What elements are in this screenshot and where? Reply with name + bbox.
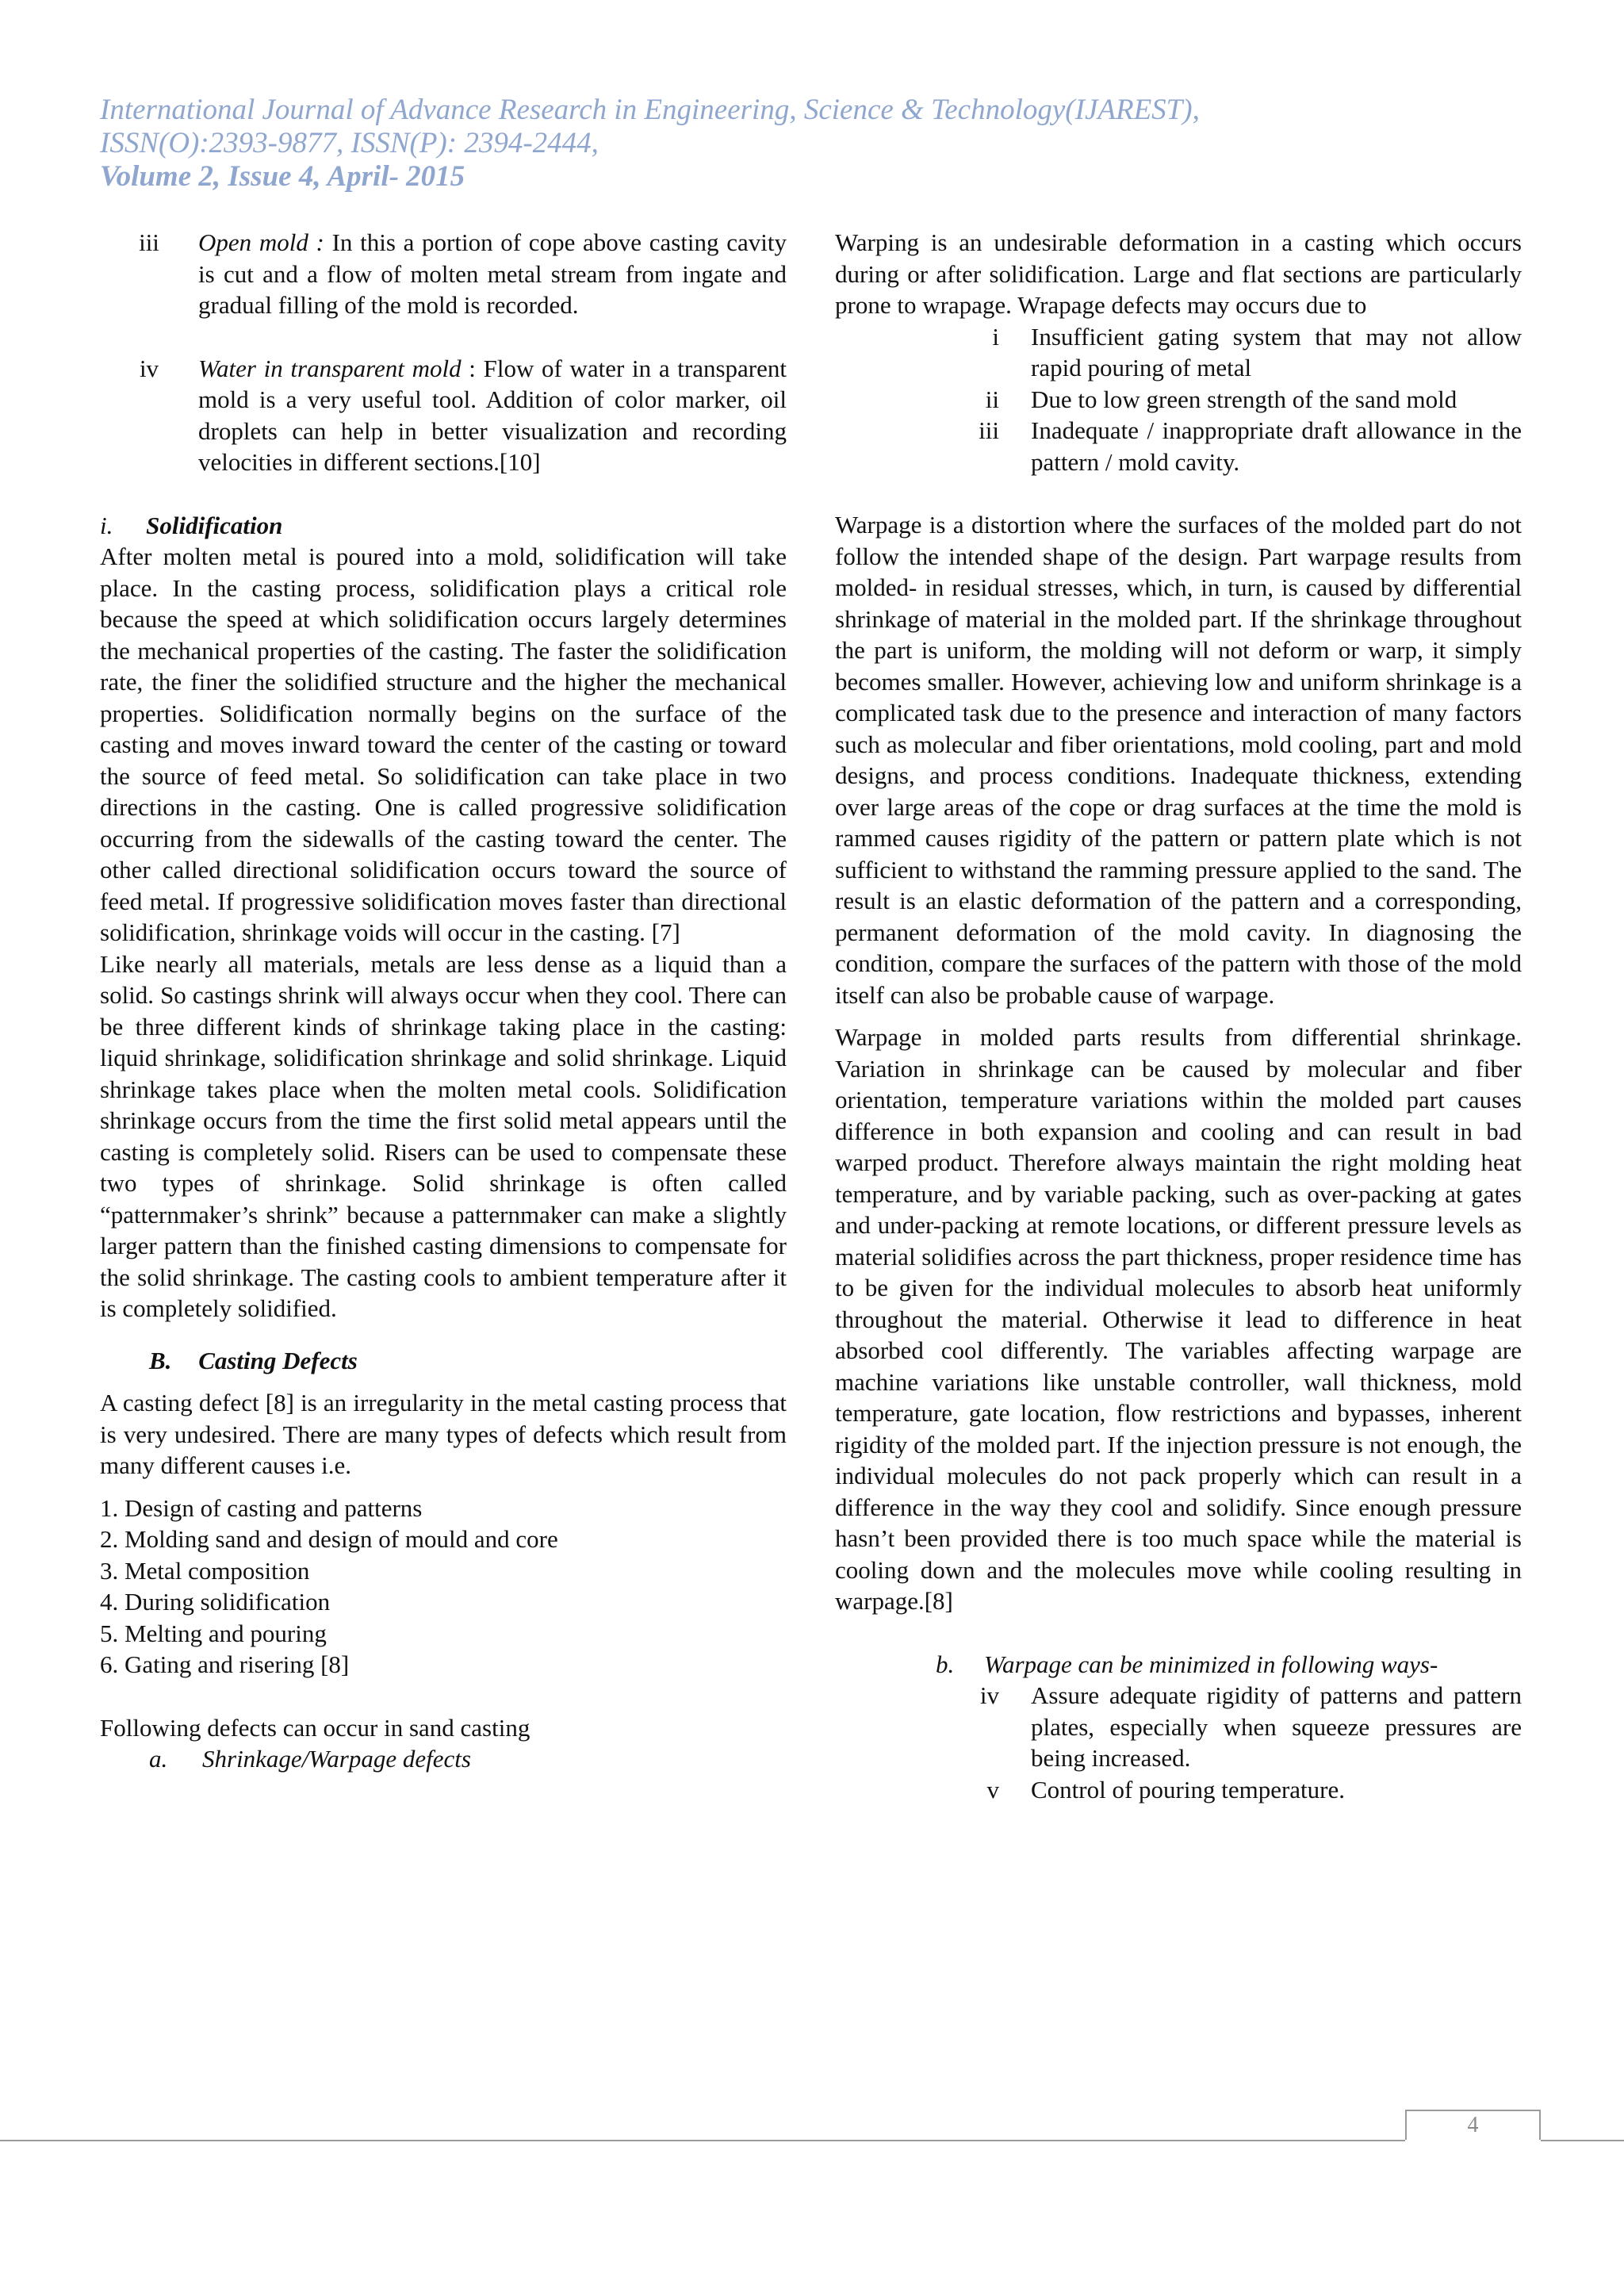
page-number: 4 [1405, 2110, 1541, 2140]
method-item-iii [100, 227, 787, 321]
journal-title-line: International Journal of Advance Research in Engineering, Science & Technology(IJAREST), [100, 94, 1200, 126]
list-item: 1. Design of casting and patterns [100, 1493, 423, 1522]
item-text [198, 353, 787, 478]
section-title: Solidification [146, 511, 283, 539]
item-text: Inadequate / inappropriate draft allowance in the pattern / mold cavity. [1031, 416, 1522, 476]
left-column [100, 227, 787, 1775]
warping-paragraph: Warping is an undesirable deformation in a casting which occurs during or after solidification. Large and flat sections are particularly prone to wrapage. Wrapage defects may occurs due to [835, 228, 1522, 319]
footer-rule-right [1541, 2140, 1624, 2141]
list-item: 5. Melting and pouring [100, 1619, 327, 1647]
subsection-number: a. [149, 1745, 168, 1773]
list-item: 3. Metal composition [100, 1556, 310, 1585]
item-number: ii [985, 385, 999, 413]
defect-causes-list [100, 1493, 787, 1681]
item-number: iii [979, 416, 999, 444]
method-item-iv [100, 353, 787, 478]
journal-header [100, 94, 1369, 194]
item-number: i [992, 322, 999, 351]
subsection-b-heading [835, 1649, 1522, 1681]
warpage-paragraph-1: Warpage is a distortion where the surfaces of the molded part do not follow the intended shape of the design. Part warpage results from molded- in residual stresses, which, in turn, is caused by differential shrinkage of material in the molded part. If the shrinkage throughout the part is uniform, the molding will not deform or warp, it simply becomes smaller. However, achieving low and uniform shrinkage is a complicated task due to the presence and interaction of many factors such as molecular and fiber orientations, mold cooling, part and mold designs, and process conditions. Inadequate thickness, extending over large areas of the cope or drag surfaces at the time the mold is rammed causes rigidity of the pattern or pattern plate which is not sufficient to withstand the ramming pressure applied to the sand. The result is an elastic deformation of the pattern and a corresponding, permanent deformation of the mold cavity. In diagnosing the condition, compare the surfaces of the pattern with those of the mold itself can also be probable cause of warpage. [835, 511, 1522, 1009]
item-number: iv [979, 1681, 999, 1709]
casting-defects-heading [100, 1345, 787, 1377]
warpage-paragraph-2: Warpage in molded parts results from differential shrinkage. Variation in shrinkage can be caused by molecular and fiber orientation, temperature variations within the molded part causes difference in both expansion and cooling and can result in bad warped product. Therefore always maintain the right molding heat temperature, and by variable packing, such as over-packing at gates and under-packing at remote locations, or different pressure levels as material solidifies across the part thickness, proper residence time has to be given for the individual molecules to absorb heat uniformly throughout the material. Otherwise it lead to difference in heat absorbed cool differently. The variables affecting warpage are machine variations like unstable controller, wall thickness, mold temperature, gate location, flow restrictions and bypasses, inherent rigidity of the molded part. If the injection pressure is not enough, the individual molecules do not pack properly which can result in a difference in the way they cool and solidify. Since enough pressure hasn’t been provided there is too much space while the material is cooling down and the molecules move while cooling resulting in warpage.[8] [835, 1023, 1522, 1615]
solidification-heading [100, 510, 787, 542]
section-number: i. [100, 511, 113, 539]
subsection-title: Warpage can be minimized in following ways- [984, 1650, 1438, 1678]
item-text: Control of pouring temperature. [1031, 1775, 1346, 1803]
item-title: Water in transparent mold [198, 354, 462, 382]
item-title: Open mold : [198, 228, 324, 256]
following-defects-text: Following defects can occur in sand casting [100, 1713, 530, 1742]
item-text: Insufficient gating system that may not allow rapid pouring of metal [1031, 322, 1522, 381]
subsection-title: Shrinkage/Warpage defects [202, 1745, 471, 1773]
volume-line: Volume 2, Issue 4, April- 2015 [100, 160, 465, 193]
solidification-paragraph-1: After molten metal is poured into a mold, solidification will take place. In the casting process, solidification plays a critical role because the speed at which solidification occurs largely determines the mechanical properties of the casting. The faster the solidification rate, the finer the solidified structure and the higher the mechanical properties. Solidification normally begins on the surface of the casting and moves inward toward the center of the casting or toward the source of feed metal. So solidification can take place in two directions in the casting. One is called progressive solidification occurring from the sidewalls of the casting toward the center. The other called directional solidification occurs toward the source of feed metal. If progressive solidification moves faster than directional solidification, shrinkage voids will occur in the casting. [7] [100, 542, 787, 946]
ways-item-iv [835, 1680, 1522, 1774]
item-number: iii [139, 228, 159, 256]
list-item: 6. Gating and risering [8] [100, 1650, 350, 1678]
issn-line: ISSN(O):2393-9877, ISSN(P): 2394-2444, [100, 127, 599, 159]
solidification-paragraph-2: Like nearly all materials, metals are less dense as a liquid than a solid. So castings shrink will always occur when they cool. There can be three different kinds of shrinkage taking place in the casting: liquid shrinkage, solidification shrinkage and solid shrinkage. Liquid shrinkage takes place when the molten metal cools. Solidification shrinkage occurs from the time the first solid metal appears until the casting is completely solid. Risers can be used to compensate these two types of shrinkage. Solid shrinkage is often called “patternmaker’s shrink” because a patternmaker can make a slightly larger pattern than the finished casting dimensions to compensate for the solid shrinkage. The casting cools to ambient temperature after it is completely solidified. [100, 949, 787, 1322]
item-body: In this a portion of cope above casting cavity is cut and a flow of molten metal stream from ingate and gradual filling of the mold is recorded. [198, 228, 787, 319]
item-text: Due to low green strength of the sand mold [1031, 385, 1457, 413]
item-number: iv [139, 354, 159, 382]
due-item-i [835, 321, 1522, 384]
item-body: : Flow of water in a transparent mold is a very useful tool. Addition of color marker, oil droplets can help in better visualization and recording velocities in different sections.[10] [198, 354, 787, 476]
list-item: 4. During solidification [100, 1588, 331, 1616]
subsection-a-heading [100, 1743, 787, 1775]
item-number: v [986, 1775, 999, 1803]
item-text: Assure adequate rigidity of patterns and pattern plates, especially when squeeze pressures are being increased. [1031, 1681, 1522, 1772]
section-number: B. [149, 1346, 172, 1374]
list-item: 2. Molding sand and design of mould and core [100, 1525, 558, 1553]
section-title: Casting Defects [198, 1346, 358, 1374]
due-item-iii [835, 415, 1522, 477]
ways-item-v [835, 1774, 1522, 1806]
casting-defects-paragraph: A casting defect [8] is an irregularity in the metal casting process that is very undesired. There are many types of defects which result from many different causes i.e. [100, 1389, 787, 1479]
subsection-number: b. [936, 1650, 955, 1678]
right-column [835, 227, 1522, 1805]
footer-rule [0, 2140, 1405, 2141]
due-item-ii [835, 384, 1522, 416]
item-text [198, 227, 787, 321]
